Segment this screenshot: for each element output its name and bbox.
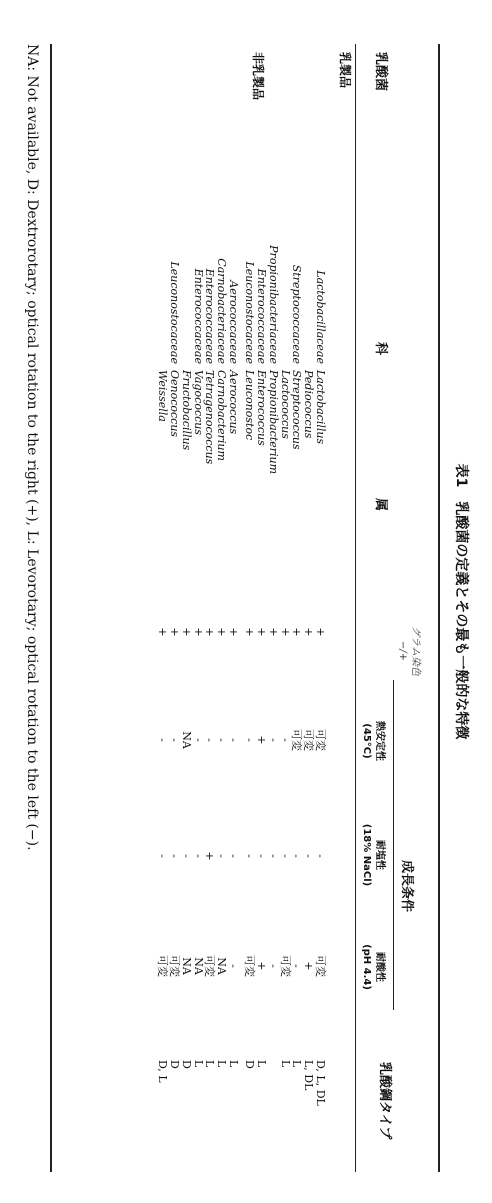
header-lactate-type: 乳酸鋼タイプ bbox=[377, 1062, 392, 1140]
acid-tolerance-cell: 可変 bbox=[314, 955, 327, 977]
genus-cell: Weissella bbox=[156, 370, 170, 422]
heat-stability-cell: - bbox=[215, 738, 229, 742]
table-caption: 表1 乳酸菌の定義とその最も一般的な特徴 bbox=[453, 463, 469, 740]
heat-stability-cell: - bbox=[227, 738, 240, 742]
gram-cell: + bbox=[215, 627, 229, 637]
genus-cell: Tetragenococcus bbox=[203, 370, 217, 465]
heat-stability-cell: - bbox=[243, 738, 257, 742]
acid-tolerance-cell: + bbox=[302, 961, 316, 971]
growth-subheader-rule bbox=[393, 680, 394, 1010]
salt-tolerance-cell: - bbox=[227, 854, 240, 858]
gram-cell: + bbox=[243, 627, 257, 637]
genus-cell: Streptococcus bbox=[290, 370, 304, 450]
family-cell: Propionibacteriaceae bbox=[266, 245, 280, 364]
acid-tolerance-cell: - bbox=[290, 964, 304, 968]
lactate-type-cell: L bbox=[215, 1060, 229, 1068]
genus-cell: Lactococcus bbox=[278, 370, 292, 439]
heat-stability-cell: - bbox=[278, 738, 292, 742]
acid-tolerance-cell: NA bbox=[179, 957, 193, 975]
heat-stability-cell: 可変 bbox=[302, 729, 316, 751]
table-footnote: NA: Not available, D: Dextrorotary; optical rotation to the right (+), L: Levorotary; optical rotation to the left (−). bbox=[24, 44, 40, 851]
gram-cell: + bbox=[168, 627, 181, 637]
table-bottom-rule bbox=[50, 44, 52, 1172]
acid-tolerance-cell: - bbox=[266, 964, 280, 968]
salt-tolerance-cell: - bbox=[266, 854, 280, 858]
group-label: 乳製品 bbox=[338, 52, 352, 89]
heat-stability-cell: - bbox=[168, 738, 181, 742]
header-genus: 属 bbox=[373, 498, 388, 512]
lactate-type-cell: D, L, DL bbox=[314, 1060, 327, 1106]
gram-cell: + bbox=[191, 627, 205, 637]
acid-tolerance-cell: 可変 bbox=[168, 955, 181, 977]
salt-tolerance-cell: - bbox=[191, 854, 205, 858]
gram-cell: + bbox=[203, 627, 217, 637]
salt-tolerance-cell: - bbox=[168, 854, 181, 858]
family-cell: Carnobacteriaceae bbox=[215, 258, 229, 364]
header-heat-stability: 熱安定性 (45°C) bbox=[361, 721, 385, 761]
salt-tolerance-cell: - bbox=[278, 854, 292, 858]
lactate-type-cell: D, L bbox=[156, 1060, 170, 1083]
heat-stability-cell: - bbox=[191, 738, 205, 742]
lactate-type-cell: L, DL bbox=[302, 1060, 316, 1091]
lactate-type-cell: L bbox=[255, 1060, 268, 1068]
genus-cell: Pediococcus bbox=[302, 370, 316, 439]
salt-tolerance-cell: - bbox=[302, 854, 316, 858]
family-cell: Leuconostocaceae bbox=[168, 261, 181, 364]
salt-tolerance-cell: + bbox=[203, 851, 217, 861]
header-lab-group: 乳酸菌 bbox=[373, 52, 388, 92]
family-cell: Aerococcaceae bbox=[227, 280, 240, 364]
lactate-type-cell: L bbox=[290, 1060, 304, 1068]
lactate-type-cell: L bbox=[278, 1060, 292, 1068]
gram-cell: + bbox=[156, 627, 170, 637]
gram-cell: + bbox=[314, 627, 327, 637]
heat-stability-cell: 可変 bbox=[290, 729, 304, 751]
acid-tolerance-cell: - bbox=[227, 964, 240, 968]
lactate-type-cell: L bbox=[203, 1060, 217, 1068]
acid-tolerance-cell: 可変 bbox=[156, 955, 170, 977]
genus-cell: Vagococcus bbox=[191, 370, 205, 435]
family-cell: Enterococcaceae bbox=[203, 268, 217, 364]
genus-cell: Oenococcus bbox=[168, 370, 181, 438]
gram-cell: + bbox=[266, 627, 280, 637]
lactate-type-cell: D bbox=[179, 1060, 193, 1069]
heat-stability-cell: 可変 bbox=[314, 729, 327, 751]
lactate-type-cell: L bbox=[227, 1060, 240, 1068]
genus-cell: Propionibacterium bbox=[266, 370, 280, 475]
family-cell: Lactobacillaceae bbox=[314, 270, 327, 364]
genus-cell: Leuconostoc bbox=[243, 370, 257, 441]
salt-tolerance-cell: - bbox=[156, 854, 170, 858]
family-cell: Leuconostocaceae bbox=[243, 261, 257, 364]
gram-cell: + bbox=[227, 627, 240, 637]
lactate-type-cell: D bbox=[168, 1060, 181, 1069]
heat-stability-cell: - bbox=[156, 738, 170, 742]
heat-stability-cell: NA bbox=[179, 731, 193, 749]
heat-stability-cell: - bbox=[266, 738, 280, 742]
gram-cell: + bbox=[302, 627, 316, 637]
salt-tolerance-cell: - bbox=[255, 854, 268, 858]
family-cell: Enterococcaceae bbox=[191, 268, 205, 364]
gram-cell: + bbox=[290, 627, 304, 637]
salt-tolerance-cell: - bbox=[215, 854, 229, 858]
gram-cell: + bbox=[179, 627, 193, 637]
table-header-rule bbox=[355, 44, 356, 1172]
header-salt-tolerance: 耐塩性 (18% NaCl) bbox=[361, 823, 385, 887]
acid-tolerance-cell: 可変 bbox=[243, 955, 257, 977]
salt-tolerance-cell: - bbox=[243, 854, 257, 858]
header-growth-conditions: 成長条件 bbox=[399, 860, 414, 913]
heat-stability-cell: + bbox=[255, 735, 268, 745]
heat-stability-cell: - bbox=[203, 738, 217, 742]
acid-tolerance-cell: 可変 bbox=[278, 955, 292, 977]
genus-cell: Carnobacterium bbox=[215, 370, 229, 461]
genus-cell: Aerococcus bbox=[227, 370, 240, 435]
genus-cell: Fructobacillus bbox=[179, 370, 193, 451]
table-top-rule bbox=[438, 44, 440, 1172]
lactate-type-cell: L bbox=[191, 1060, 205, 1068]
family-cell: Enterococcaceae bbox=[255, 268, 268, 364]
lactate-type-cell: D bbox=[243, 1060, 257, 1069]
genus-cell: Lactobacillus bbox=[314, 370, 327, 445]
gram-cell: + bbox=[278, 627, 292, 637]
group-label: 非乳製品 bbox=[251, 52, 265, 101]
acid-tolerance-cell: 可変 bbox=[203, 955, 217, 977]
genus-cell: Enterococcus bbox=[255, 370, 268, 446]
header-acid-tolerance: 耐酸性 (pH 4.4) bbox=[361, 944, 385, 990]
acid-tolerance-cell: + bbox=[255, 961, 268, 971]
salt-tolerance-cell: - bbox=[314, 854, 327, 858]
salt-tolerance-cell: - bbox=[179, 854, 193, 858]
salt-tolerance-cell: - bbox=[290, 854, 304, 858]
gram-cell: + bbox=[255, 627, 268, 637]
acid-tolerance-cell: NA bbox=[215, 957, 229, 975]
acid-tolerance-cell: NA bbox=[191, 957, 205, 975]
header-family: 科 bbox=[373, 342, 388, 356]
family-cell: Streptococcaceae bbox=[290, 264, 304, 364]
header-gram-stain: グラム染色 −/+ bbox=[397, 626, 421, 676]
